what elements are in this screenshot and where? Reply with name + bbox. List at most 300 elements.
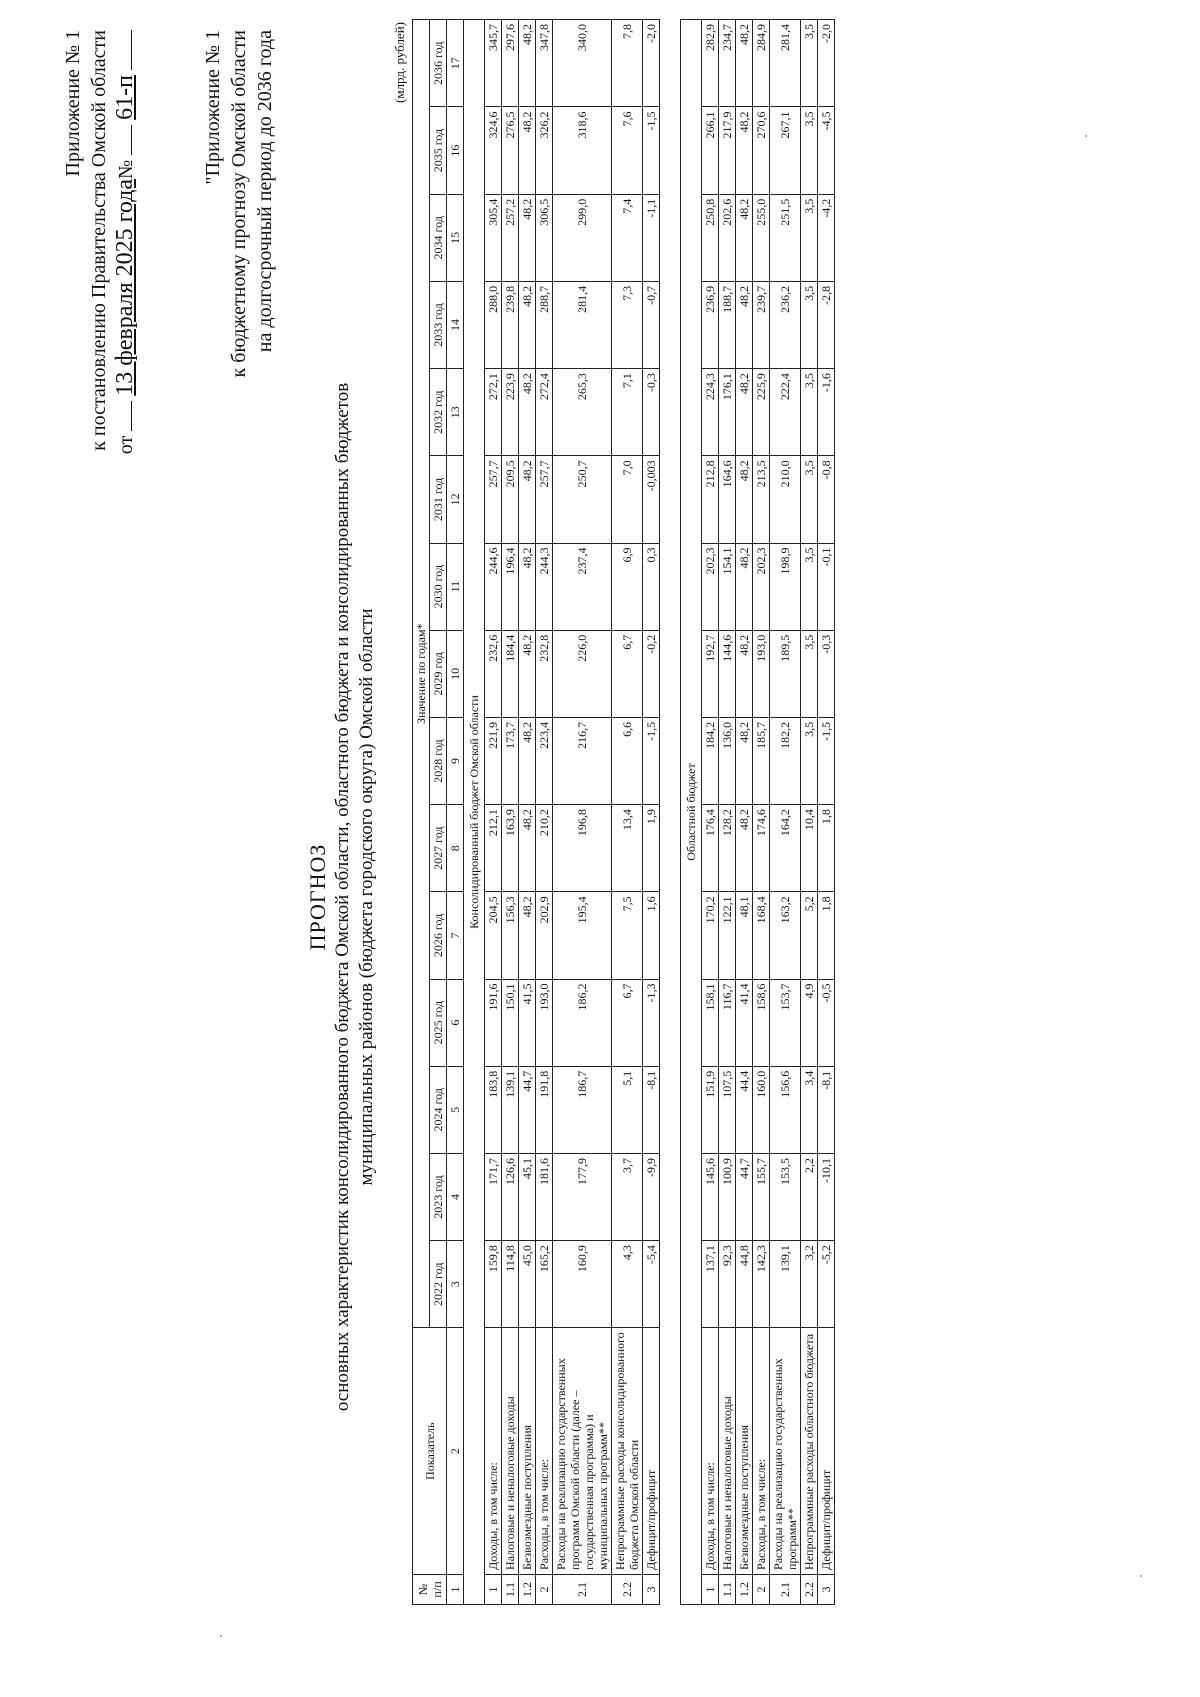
row-number: 1.2 (736, 1574, 753, 1604)
value-cell: 44,7 (519, 1066, 536, 1153)
value-cell: -0,3 (643, 369, 660, 456)
value-cell: 137,1 (702, 1241, 719, 1328)
value-cell: 225,9 (753, 369, 770, 456)
value-cell: 250,8 (702, 194, 719, 281)
value-cell: 150,1 (502, 979, 519, 1066)
value-cell: 232,8 (536, 630, 553, 717)
value-cell: 217,9 (719, 107, 736, 194)
value-cell: 345,7 (485, 20, 502, 108)
appendix-header (60, 30, 139, 730)
value-cell: 1,9 (643, 805, 660, 892)
value-cell: 216,7 (553, 717, 612, 804)
value-cell: 164,6 (719, 456, 736, 543)
value-cell: 244,6 (485, 543, 502, 630)
value-cell: -8,1 (643, 1066, 660, 1153)
value-cell: 3,7 (612, 1153, 643, 1240)
value-cell: 326,2 (536, 107, 553, 194)
value-cell: 306,5 (536, 194, 553, 281)
value-cell: 191,8 (536, 1066, 553, 1153)
scan-speck (220, 1635, 222, 1637)
col-header-year: 2028 год (430, 717, 447, 804)
row-indicator: Налоговые и неналоговые доходы (719, 1328, 736, 1575)
value-cell: -0,003 (643, 456, 660, 543)
value-cell: -2,0 (643, 20, 660, 108)
col-number: 1 (447, 1574, 464, 1604)
value-cell: 234,7 (719, 20, 736, 108)
value-cell: -1,3 (643, 979, 660, 1066)
row-indicator: Безвозмездные поступления (519, 1328, 536, 1575)
value-cell: 281,4 (770, 20, 801, 108)
value-cell: -0,3 (818, 630, 835, 717)
table-row (643, 20, 660, 1605)
value-cell: 48,2 (519, 717, 536, 804)
value-cell: 193,0 (536, 979, 553, 1066)
value-cell: 4,3 (612, 1241, 643, 1328)
col-header-year: 2032 год (430, 369, 447, 456)
value-cell: 1,8 (818, 805, 835, 892)
value-cell: 183,8 (485, 1066, 502, 1153)
value-cell: -4,2 (818, 194, 835, 281)
value-cell: 160,0 (753, 1066, 770, 1153)
value-cell: 160,9 (553, 1241, 612, 1328)
col-number: 3 (447, 1241, 464, 1328)
col-header-year: 2030 год (430, 543, 447, 630)
value-cell: -1,1 (643, 194, 660, 281)
value-cell: 210,2 (536, 805, 553, 892)
value-cell: 212,8 (702, 456, 719, 543)
table-row (612, 20, 643, 1605)
value-cell: 154,1 (719, 543, 736, 630)
budget-forecast-appendix (200, 30, 278, 730)
value-cell: 174,6 (753, 805, 770, 892)
value-cell: 288,0 (485, 281, 502, 368)
value-cell: 48,2 (736, 194, 753, 281)
table-row (818, 20, 835, 1605)
value-cell: 182,2 (770, 717, 801, 804)
value-cell: 1,8 (818, 892, 835, 979)
resolution-reference: к постановлению Правительства Омской области (88, 30, 110, 451)
col-number: 14 (447, 281, 464, 368)
value-cell: 176,4 (702, 805, 719, 892)
value-cell: 324,6 (485, 107, 502, 194)
value-cell: 41,4 (736, 979, 753, 1066)
value-cell: 48,2 (736, 369, 753, 456)
row-indicator: Дефицит/профицит (643, 1328, 660, 1575)
value-cell: -0,1 (818, 543, 835, 630)
value-cell: 202,6 (719, 194, 736, 281)
row-number: 1 (702, 1574, 719, 1604)
col-number: 12 (447, 456, 464, 543)
row-indicator: Расходы, в том числе: (536, 1328, 553, 1575)
table-row (485, 20, 502, 1605)
col-header-year: 2033 год (430, 281, 447, 368)
col-header-year: 2023 год (430, 1153, 447, 1240)
value-cell: 126,6 (502, 1153, 519, 1240)
value-cell: 239,7 (753, 281, 770, 368)
value-cell: 139,1 (770, 1241, 801, 1328)
value-cell: 226,0 (553, 630, 612, 717)
value-cell: -4,5 (818, 107, 835, 194)
value-cell: 265,3 (553, 369, 612, 456)
table-row (801, 20, 818, 1605)
value-cell: 155,7 (753, 1153, 770, 1240)
value-cell: 165,2 (536, 1241, 553, 1328)
value-cell: 257,2 (502, 194, 519, 281)
value-cell: 204,5 (485, 892, 502, 979)
row-indicator: Дефицит/профицит (818, 1328, 835, 1575)
value-cell: 3,5 (801, 456, 818, 543)
table-header (413, 20, 464, 1605)
value-cell: 177,9 (553, 1153, 612, 1240)
value-cell: 41,5 (519, 979, 536, 1066)
value-cell: 173,7 (502, 717, 519, 804)
value-cell: 237,4 (553, 543, 612, 630)
value-cell: 266,1 (702, 107, 719, 194)
value-cell: 6,9 (612, 543, 643, 630)
section-header-row (681, 20, 702, 1605)
value-cell: 44,4 (736, 1066, 753, 1153)
value-cell: 251,5 (770, 194, 801, 281)
section-gap-cell (660, 20, 681, 1605)
value-cell: 44,7 (736, 1153, 753, 1240)
row-number: 3 (643, 1574, 660, 1604)
value-cell: 158,1 (702, 979, 719, 1066)
col-number: 13 (447, 369, 464, 456)
value-cell: 6,7 (612, 630, 643, 717)
value-cell: 272,1 (485, 369, 502, 456)
table-row (519, 20, 536, 1605)
col-header-year: 2026 год (430, 892, 447, 979)
row-indicator: Расходы на реализацию государственных программ Омской области (далее – государственная программа) и муниципальных программ** (553, 1328, 612, 1575)
value-cell: 318,6 (553, 107, 612, 194)
value-cell: 3,5 (801, 20, 818, 108)
value-cell: 48,2 (519, 20, 536, 108)
value-cell: 284,9 (753, 20, 770, 108)
value-cell: 213,5 (753, 456, 770, 543)
table-row (753, 20, 770, 1605)
value-cell: 100,9 (719, 1153, 736, 1240)
scan-speck (1140, 1575, 1142, 1577)
section-title: Консолидированный бюджет Омской области (464, 20, 485, 1605)
row-indicator: Непрограммные расходы консолидированного бюджета Омской области (612, 1328, 643, 1575)
value-cell: 236,9 (702, 281, 719, 368)
row-number: 2.2 (612, 1574, 643, 1604)
value-cell: 3,5 (801, 107, 818, 194)
value-cell: 223,9 (502, 369, 519, 456)
value-cell: 299,0 (553, 194, 612, 281)
value-cell: 107,5 (719, 1066, 736, 1153)
value-cell: -0,8 (818, 456, 835, 543)
value-cell: 3,5 (801, 543, 818, 630)
col-header-year: 2024 год (430, 1066, 447, 1153)
value-cell: 128,2 (719, 805, 736, 892)
value-cell: 196,8 (553, 805, 612, 892)
value-cell: 6,6 (612, 717, 643, 804)
value-cell: 4,9 (801, 979, 818, 1066)
value-cell: 156,6 (770, 1066, 801, 1153)
value-cell: 48,2 (519, 805, 536, 892)
value-cell: 184,2 (702, 717, 719, 804)
value-cell: -0,7 (643, 281, 660, 368)
row-number: 2.1 (770, 1574, 801, 1604)
row-indicator: Расходы на реализацию государственных программ** (770, 1328, 801, 1575)
value-cell: 257,7 (485, 456, 502, 543)
row-indicator: Налоговые и неналоговые доходы (502, 1328, 519, 1575)
table-row (770, 20, 801, 1605)
value-cell: 48,2 (519, 281, 536, 368)
value-cell: -0,5 (818, 979, 835, 1066)
value-cell: 192,7 (702, 630, 719, 717)
row-number: 1.2 (519, 1574, 536, 1604)
value-cell: 189,5 (770, 630, 801, 717)
value-cell: 171,7 (485, 1153, 502, 1240)
value-cell: 7,6 (612, 107, 643, 194)
from-label: от (115, 435, 137, 455)
value-cell: 0,3 (643, 543, 660, 630)
value-cell: 7,0 (612, 456, 643, 543)
value-cell: 44,8 (736, 1241, 753, 1328)
value-cell: 198,9 (770, 543, 801, 630)
value-cell: 48,2 (736, 107, 753, 194)
value-cell: 7,8 (612, 20, 643, 108)
section-gap (660, 20, 681, 1605)
row-number: 1.1 (719, 1574, 736, 1604)
col-header-year: 2029 год (430, 630, 447, 717)
value-cell: 232,6 (485, 630, 502, 717)
col-number: 15 (447, 194, 464, 281)
value-cell: 340,0 (553, 20, 612, 108)
value-cell: 136,0 (719, 717, 736, 804)
value-cell: 181,6 (536, 1153, 553, 1240)
value-cell: 7,4 (612, 194, 643, 281)
value-cell: 168,4 (753, 892, 770, 979)
value-cell: 48,2 (519, 194, 536, 281)
value-cell: 48,2 (736, 805, 753, 892)
row-number: 2.1 (553, 1574, 612, 1604)
appendix2-title: "Приложение № 1 (202, 30, 224, 185)
value-cell: 139,1 (502, 1066, 519, 1153)
resolution-date-line (112, 30, 139, 730)
section-title: Областной бюджет (681, 20, 702, 1605)
value-cell: 188,7 (719, 281, 736, 368)
value-cell: -2,0 (818, 20, 835, 108)
value-cell: -1,5 (643, 107, 660, 194)
value-cell: 153,7 (770, 979, 801, 1066)
col-number: 9 (447, 717, 464, 804)
value-cell: 10,4 (801, 805, 818, 892)
table-row (536, 20, 553, 1605)
value-cell: 48,2 (519, 369, 536, 456)
table-row (736, 20, 753, 1605)
value-cell: 3,4 (801, 1066, 818, 1153)
value-cell: 48,2 (519, 892, 536, 979)
value-cell: 48,2 (736, 281, 753, 368)
value-cell: -10,1 (818, 1153, 835, 1240)
title-line1: основных характеристик консолидированного бюджета Омской области, областного бюджета и консолидированных бюджетов (332, 382, 353, 1412)
value-cell: 191,6 (485, 979, 502, 1066)
value-cell: 170,2 (702, 892, 719, 979)
value-cell: 2,2 (801, 1153, 818, 1240)
value-cell: 116,7 (719, 979, 736, 1066)
col-header-indicator: Показатель (413, 1328, 447, 1575)
value-cell: 92,3 (719, 1241, 736, 1328)
value-cell: 164,2 (770, 805, 801, 892)
value-cell: 202,3 (753, 543, 770, 630)
value-cell: -1,5 (818, 717, 835, 804)
value-cell: 257,7 (536, 456, 553, 543)
value-cell: 48,2 (736, 630, 753, 717)
appendix-title: Приложение № 1 (62, 30, 84, 177)
value-cell: 48,2 (519, 107, 536, 194)
value-cell: 7,1 (612, 369, 643, 456)
value-cell: 3,5 (801, 369, 818, 456)
value-cell: 239,8 (502, 281, 519, 368)
resolution-date: 13 февраля 2025 года (112, 178, 138, 396)
table-row (502, 20, 519, 1605)
value-cell: 196,4 (502, 543, 519, 630)
value-cell: 142,3 (753, 1241, 770, 1328)
value-cell: -8,1 (818, 1066, 835, 1153)
col-number: 7 (447, 892, 464, 979)
value-cell: 3,2 (801, 1241, 818, 1328)
appendix2-line2: к бюджетному прогнозу Омской области (228, 30, 250, 378)
col-number: 6 (447, 979, 464, 1066)
value-cell: 210,0 (770, 456, 801, 543)
row-number: 3 (818, 1574, 835, 1604)
row-indicator: Доходы, в том числе: (485, 1328, 502, 1575)
row-number: 2 (536, 1574, 553, 1604)
value-cell: 282,9 (702, 20, 719, 108)
value-cell: 305,4 (485, 194, 502, 281)
value-cell: 223,4 (536, 717, 553, 804)
value-cell: 195,4 (553, 892, 612, 979)
value-cell: 151,9 (702, 1066, 719, 1153)
value-cell: 288,7 (536, 281, 553, 368)
value-cell: 7,5 (612, 892, 643, 979)
table-row (719, 20, 736, 1605)
value-cell: 185,7 (753, 717, 770, 804)
value-cell: 7,3 (612, 281, 643, 368)
value-cell: 202,3 (702, 543, 719, 630)
value-cell: 193,0 (753, 630, 770, 717)
value-cell: 45,1 (519, 1153, 536, 1240)
value-cell: 276,5 (502, 107, 519, 194)
scan-speck (1085, 135, 1087, 137)
appendix2-line3: на долгосрочный период до 2036 года (254, 30, 276, 353)
table-row (553, 20, 612, 1605)
value-cell: -9,9 (643, 1153, 660, 1240)
resolution-number: 61-п (112, 75, 138, 120)
value-cell: 5,1 (612, 1066, 643, 1153)
col-number: 11 (447, 543, 464, 630)
value-cell: 45,0 (519, 1241, 536, 1328)
col-number: 2 (447, 1328, 464, 1575)
title-line2: муниципальных районов (бюджета городского округа) Омской области (356, 608, 377, 1186)
row-number: 1.1 (502, 1574, 519, 1604)
value-cell: -1,5 (643, 717, 660, 804)
value-cell: 122,1 (719, 892, 736, 979)
value-cell: 272,4 (536, 369, 553, 456)
table-row (702, 20, 719, 1605)
value-cell: 186,2 (553, 979, 612, 1066)
value-cell: 163,2 (770, 892, 801, 979)
value-cell: 48,2 (736, 543, 753, 630)
document-title (305, 197, 379, 1597)
section-header-row (464, 20, 485, 1605)
value-cell: 3,5 (801, 630, 818, 717)
row-number: 2 (753, 1574, 770, 1604)
row-indicator: Доходы, в том числе: (702, 1328, 719, 1575)
row-indicator: Безвозмездные поступления (736, 1328, 753, 1575)
col-number: 17 (447, 20, 464, 108)
value-cell: 5,2 (801, 892, 818, 979)
row-number: 1 (485, 1574, 502, 1604)
value-cell: 144,6 (719, 630, 736, 717)
col-number: 4 (447, 1153, 464, 1240)
value-cell: 224,3 (702, 369, 719, 456)
value-cell: 156,3 (502, 892, 519, 979)
value-cell: 48,2 (736, 456, 753, 543)
value-cell: 3,5 (801, 717, 818, 804)
value-cell: -2,8 (818, 281, 835, 368)
value-cell: 209,5 (502, 456, 519, 543)
title-main: ПРОГНОЗ (305, 843, 330, 951)
col-header-year: 2036 год (430, 20, 447, 108)
value-cell: 270,6 (753, 107, 770, 194)
value-cell: 48,2 (519, 543, 536, 630)
value-cell: 145,6 (702, 1153, 719, 1240)
value-cell: -0,2 (643, 630, 660, 717)
value-cell: 48,2 (736, 717, 753, 804)
col-number: 5 (447, 1066, 464, 1153)
value-cell: 48,2 (736, 20, 753, 108)
col-header-year: 2034 год (430, 194, 447, 281)
value-cell: 13,4 (612, 805, 643, 892)
row-indicator: Непрограммные расходы областного бюджета (801, 1328, 818, 1575)
col-number: 16 (447, 107, 464, 194)
value-cell: 250,7 (553, 456, 612, 543)
units-label: (млрд. рублей) (392, 22, 407, 103)
value-cell: 202,9 (536, 892, 553, 979)
value-cell: 267,1 (770, 107, 801, 194)
value-cell: -5,2 (818, 1241, 835, 1328)
value-cell: 48,2 (519, 630, 536, 717)
value-cell: 153,5 (770, 1153, 801, 1240)
col-header-year: 2035 год (430, 107, 447, 194)
col-number: 10 (447, 630, 464, 717)
value-cell: 48,2 (519, 456, 536, 543)
value-cell: 221,9 (485, 717, 502, 804)
value-cell: 3,5 (801, 281, 818, 368)
value-cell: 48,1 (736, 892, 753, 979)
value-cell: 176,1 (719, 369, 736, 456)
value-cell: 163,9 (502, 805, 519, 892)
value-cell: 236,2 (770, 281, 801, 368)
value-cell: 255,0 (753, 194, 770, 281)
value-cell: 114,8 (502, 1241, 519, 1328)
value-cell: 1,6 (643, 892, 660, 979)
col-header-year: 2025 год (430, 979, 447, 1066)
value-cell: 212,1 (485, 805, 502, 892)
value-cell: 184,4 (502, 630, 519, 717)
value-cell: 347,8 (536, 20, 553, 108)
value-cell: 6,7 (612, 979, 643, 1066)
value-cell: 281,4 (553, 281, 612, 368)
col-header-year: 2027 год (430, 805, 447, 892)
number-label: № (115, 159, 137, 179)
value-cell: -1,6 (818, 369, 835, 456)
forecast-table (412, 19, 835, 1605)
